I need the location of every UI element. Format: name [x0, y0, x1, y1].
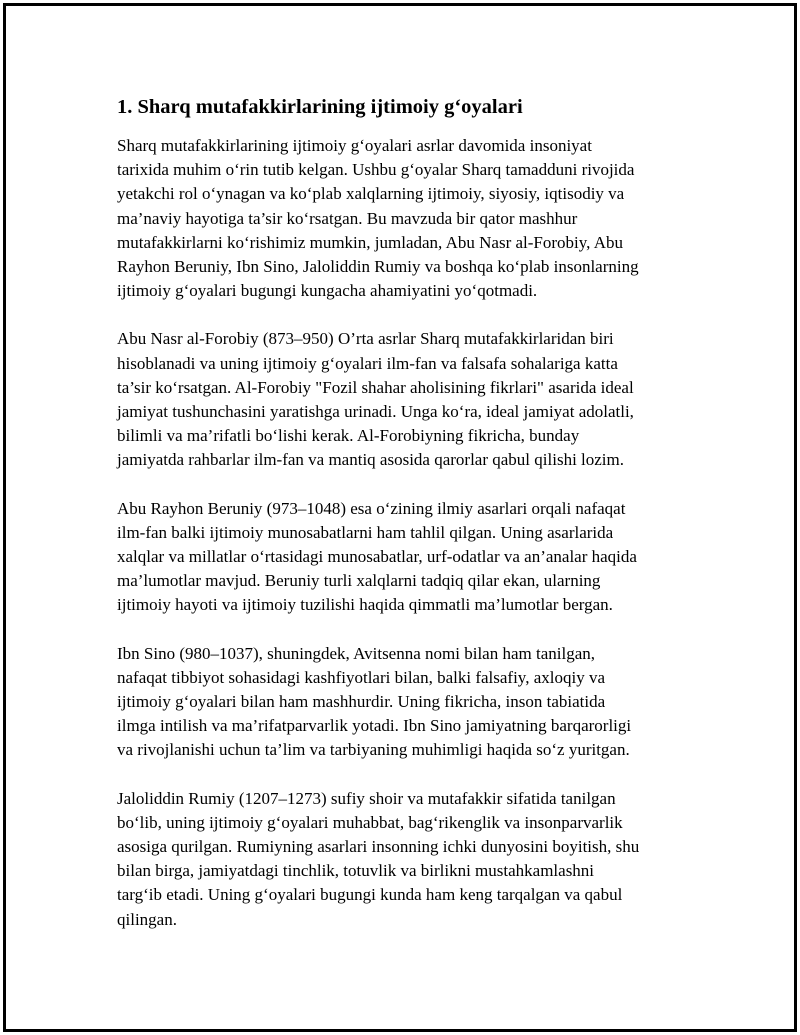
paragraph-rumiy: [117, 787, 687, 932]
paragraph-intro: [117, 134, 687, 303]
text-line: targ‘ib etadi. Uning g‘oyalari bugungi kunda ham keng tarqalgan va qabul: [117, 885, 623, 905]
text-line: Rayhon Beruniy, Ibn Sino, Jaloliddin Rumiy va boshqa ko‘plab insonlarning: [117, 257, 639, 277]
text-line: va rivojlanishi uchun ta’lim va tarbiyaning muhimligi haqida so‘z yuritgan.: [117, 740, 630, 760]
text-line: Sharq mutafakkirlarining ijtimoiy g‘oyalari asrlar davomida insoniyat: [117, 136, 592, 155]
text-line: Jaloliddin Rumiy (1207–1273) sufiy shoir va mutafakkir sifatida tanilgan: [117, 788, 616, 808]
text-line: jamiyat tushunchasini yaratishga urinadi. Unga ko‘ra, ideal jamiyat adolatli,: [117, 402, 634, 422]
text-line: bo‘lib, uning ijtimoiy g‘oyalari muhabbat, bag‘rikenglik va insonparvarlik: [117, 812, 623, 832]
text-line: ilm-fan balki ijtimoiy munosabatlarni ham tahlil qilgan. Uning asarlarida: [117, 522, 614, 542]
text-line: ijtimoiy g‘oyalari bilan ham mashhurdir. Uning fikricha, inson tabiatida: [117, 692, 606, 712]
text-line: ijtimoiy hayoti va ijtimoiy tuzilishi haqida qimmatli ma’lumotlar bergan.: [117, 595, 613, 615]
text-line: tarixida muhim o‘rin tutib kelgan. Ushbu g‘oyalar Sharq tamadduni rivojida: [117, 160, 635, 180]
document-body: [117, 92, 687, 956]
paragraph-forobiy: [117, 327, 687, 472]
text-line: qilingan.: [117, 909, 177, 929]
text-line: ilmga intilish va ma’rifatparvarlik yotadi. Ibn Sino jamiyatning barqarorligi: [117, 716, 632, 736]
text-line: ta’sir ko‘rsatgan. Al-Forobiy "Fozil shahar aholisining fikrlari" asarida ideal: [117, 377, 634, 397]
text-line: xalqlar va millatlar o‘rtasidagi munosabatlar, urf-odatlar va an’analar haqida: [117, 547, 637, 567]
text-line: hisoblanadi va uning ijtimoiy g‘oyalari ilm-fan va falsafa sohalariga katta: [117, 353, 618, 373]
text-line: bilan birga, jamiyatdagi tinchlik, totuvlik va birlikni mustahkamlashni: [117, 861, 595, 881]
section-heading: 1. Sharq mutafakkirlarining ijtimoiy g‘oyalari: [117, 96, 523, 118]
text-line: ma’naviy hayotiga ta’sir ko‘rsatgan. Bu mavzuda bir qator mashhur: [117, 208, 578, 228]
text-line: Ibn Sino (980–1037), shuningdek, Avitsenna nomi bilan ham tanilgan,: [117, 643, 595, 663]
text-line: jamiyatda rahbarlar ilm-fan va mantiq asosida qarorlar qabul qilishi lozim.: [117, 450, 625, 470]
text-line: ma’lumotlar mavjud. Beruniy turli xalqlarni tadqiq qilar ekan, ularning: [117, 571, 601, 591]
text-line: bilimli va ma’rifatli bo‘lishi kerak. Al-Forobiyning fikricha, bunday: [117, 426, 580, 446]
paragraph-ibn-sino: [117, 642, 687, 763]
text-line: Abu Nasr al-Forobiy (873–950) O’rta asrlar Sharq mutafakkirlaridan biri: [117, 329, 614, 349]
text-line: yetakchi rol o‘ynagan va ko‘plab xalqlarning ijtimoiy, siyosiy, iqtisodiy va: [117, 184, 625, 204]
text-line: ijtimoiy g‘oyalari bugungi kungacha ahamiyatini yo‘qotmadi.: [117, 281, 538, 301]
text-line: nafaqat tibbiyot sohasidagi kashfiyotlari bilan, balki falsafiy, axloqiy va: [117, 667, 605, 687]
text-line: asosiga qurilgan. Rumiyning asarlari insonning ichki dunyosini boyitish, shu: [117, 837, 640, 857]
text-line: Abu Rayhon Beruniy (973–1048) esa o‘zining ilmiy asarlari orqali nafaqat: [117, 498, 626, 518]
text-line: mutafakkirlarni ko‘rishimiz mumkin, jumladan, Abu Nasr al-Forobiy, Abu: [117, 232, 623, 252]
paragraph-beruniy: [117, 497, 687, 618]
